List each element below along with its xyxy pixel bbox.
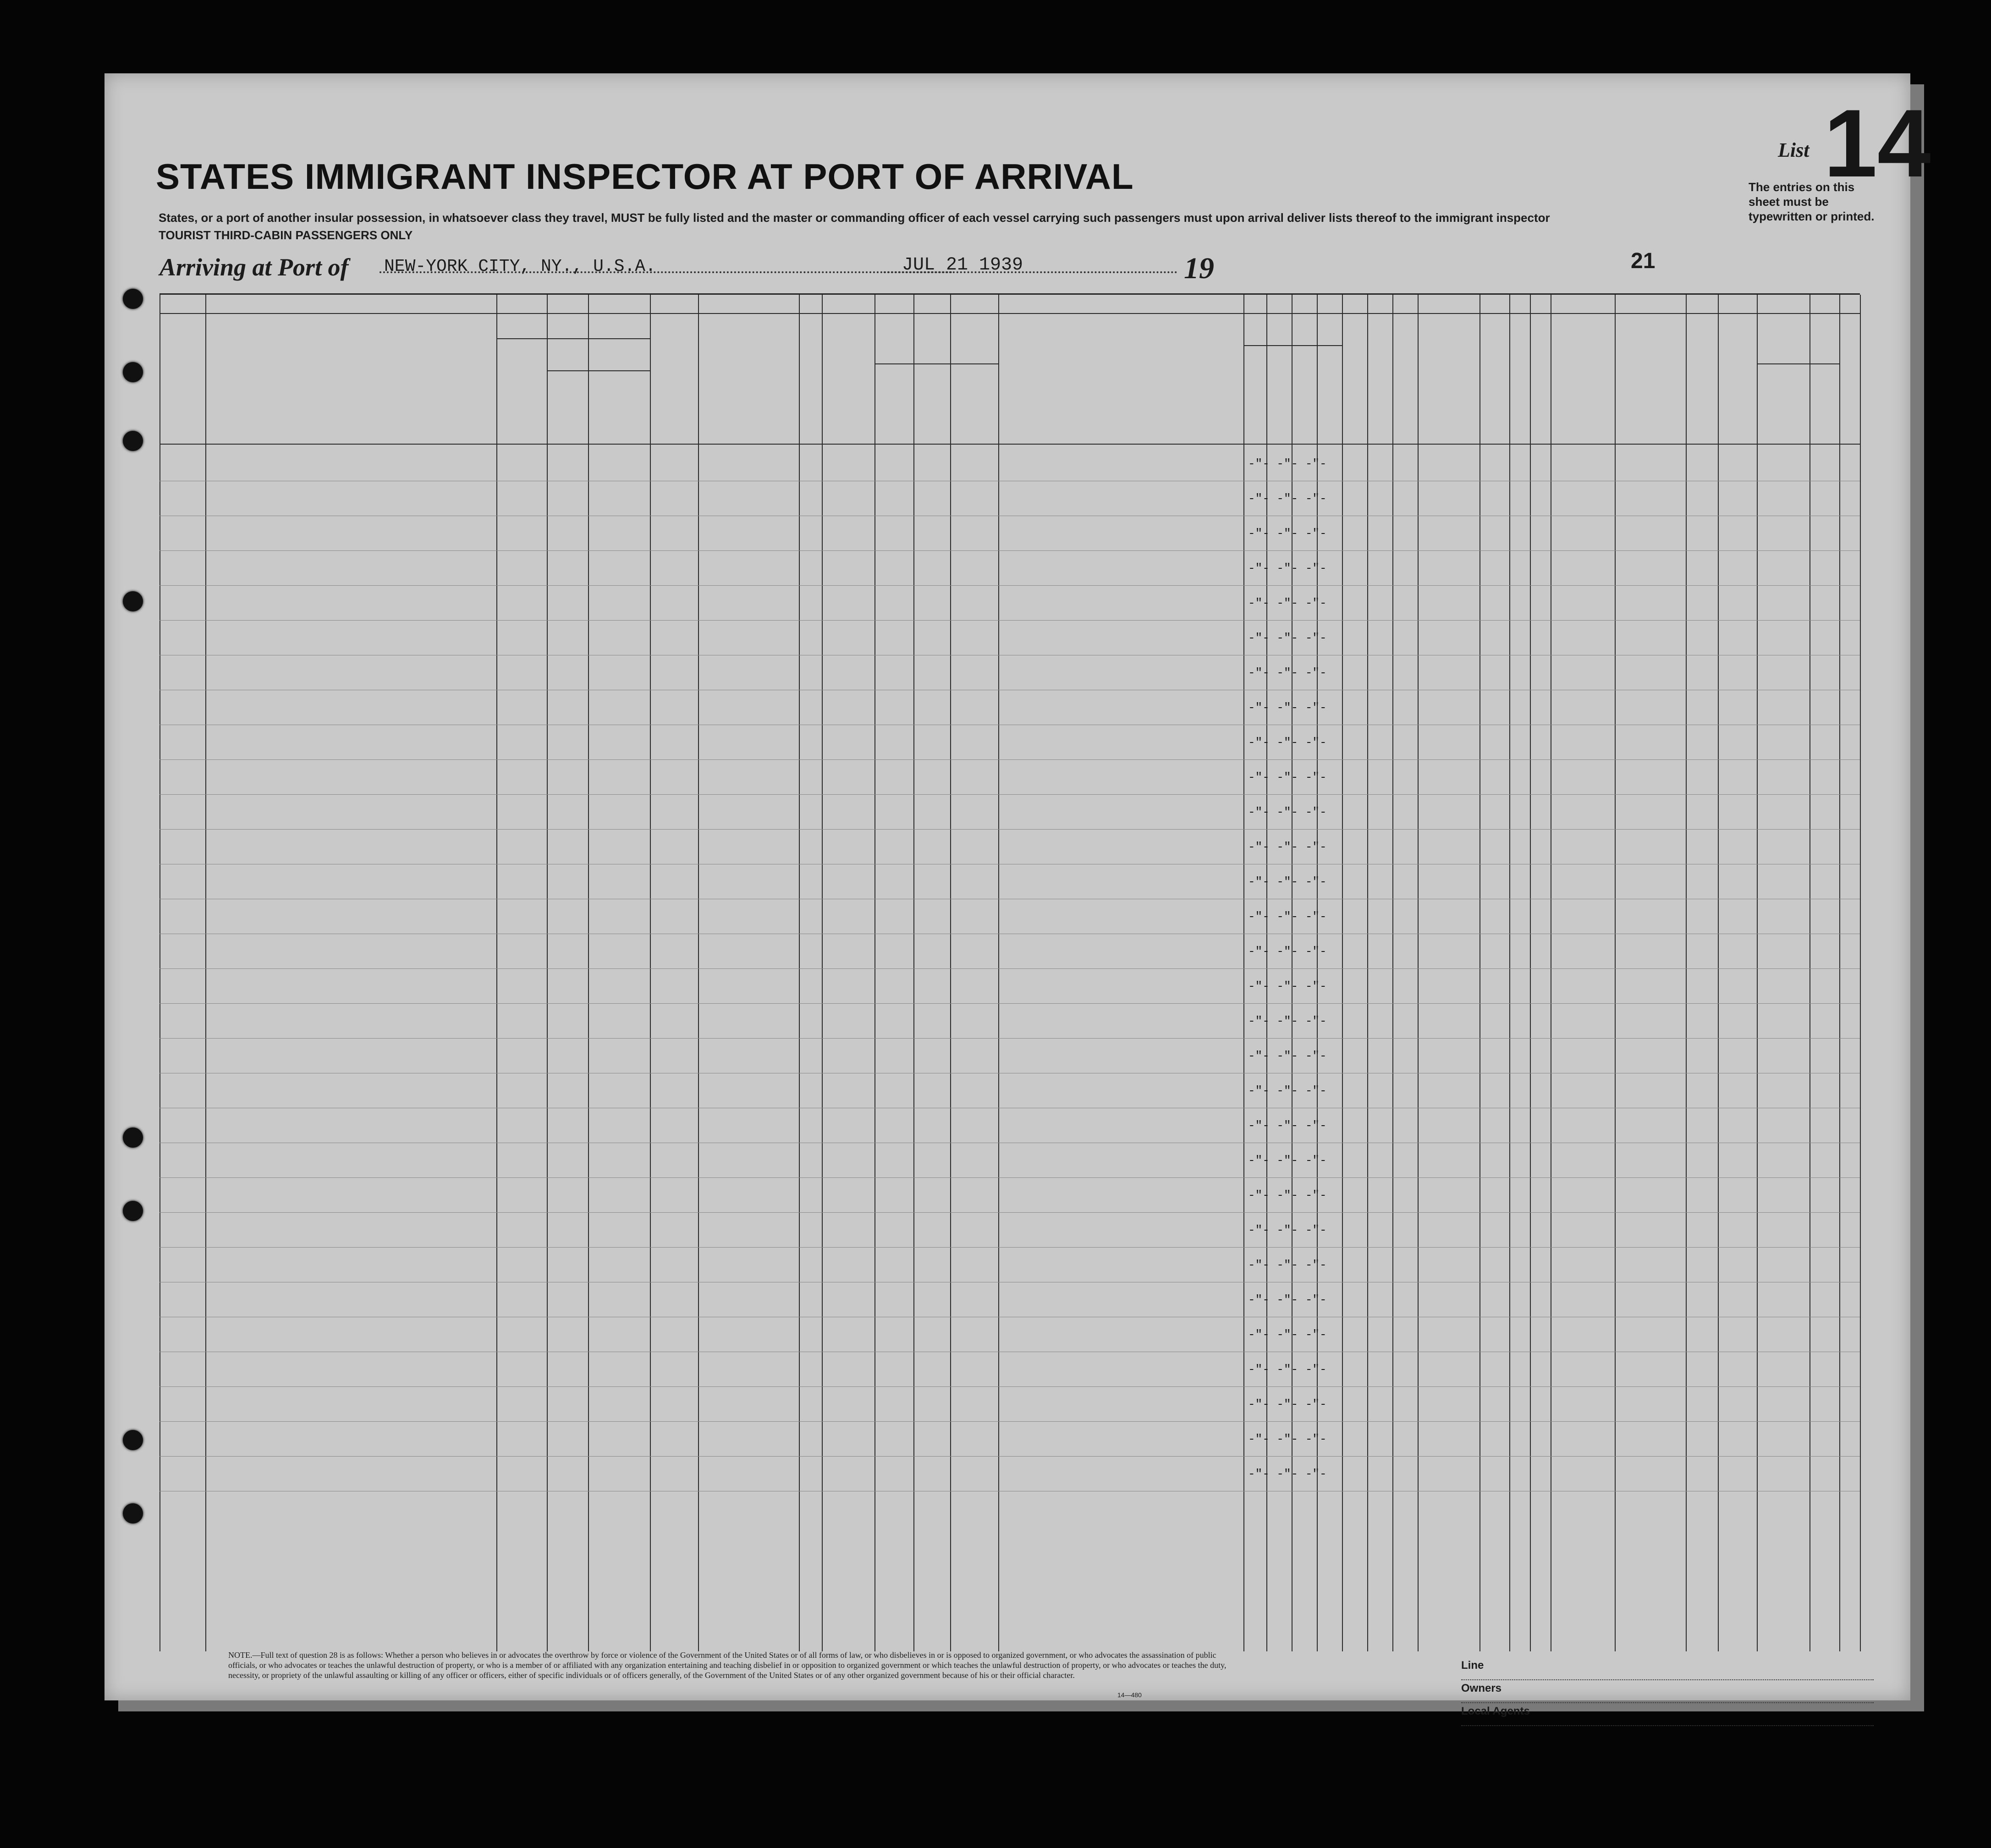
header-c31 [1532,322,1549,437]
purpose: -"- -"- -"- [1248,561,1327,575]
row-rule [160,550,1860,551]
typewritten-note: The entries on this sheet must be typewritten or printed. [1749,180,1875,223]
purpose: -"- -"- -"- [1248,527,1327,540]
column-rule [205,295,206,1651]
row-rule [160,1421,1860,1422]
header-rule [496,338,650,339]
row-rule [160,829,1860,830]
column-rule [1243,295,1244,1651]
row-rule [160,759,1860,760]
row-rule [160,1247,1860,1248]
binder-hole [123,591,143,611]
column-rule [1418,295,1419,1651]
purpose: -"- -"- -"- [1248,1154,1327,1167]
passenger-class: TOURIST THIRD-CABIN PASSENGERS ONLY [159,228,413,242]
column-rule [1509,295,1510,1651]
list-number-block [1642,82,1931,223]
header-prison [1344,322,1364,437]
column-rule [1392,295,1393,1651]
column-rule [1860,295,1861,1651]
purpose: -"- -"- -"- [1248,736,1327,749]
header-purpose-a [1247,347,1264,439]
manifest-sheet [104,73,1931,1717]
column-rule [1615,295,1616,1651]
row-rule [160,1038,1860,1039]
purpose: -"- -"- -"- [1248,910,1327,924]
column-rule [496,295,497,1651]
purpose: -"- -"- -"- [1248,1014,1327,1028]
header-rule [547,370,650,371]
question-28-footnote: NOTE.—Full text of question 28 is as follows: Whether a person who believes in or advocates the overthrow by force or violence of the Government of the United States or of all forms of law, or who disbelieves in or is opposed to organized government, or who advocates the assassination of public officials, or who advocates or teaches the unlawful destruction of property, or who is a member of or affiliated with any organization entertaining and teaching disbelief in or opposition to organized government or which teaches the unlawful destruction of property, or who advocates or teaches the duty, necessity, or propriety of the unlawful assaulting or killing of any officer or officers, either of specific individuals or of officers generally, of the Government of the United States or of any other organized government because of his or their official character. [228,1650,1226,1680]
form-title: STATES IMMIGRANT INSPECTOR AT PORT OF ARRIVAL [156,156,1134,197]
purpose: -"- -"- -"- [1248,979,1327,993]
column-rule [913,295,914,1651]
purpose: -"- -"- -"- [1248,1293,1327,1307]
form-instructions: States, or a port of another insular possession, in whatsoever class they travel, MUST be fully listed and the master or commanding officer of each vessel carrying such passengers must upon arrival deliver lists thereof to the immigrant inspector [159,211,1550,225]
purpose: -"- -"- -"- [1248,875,1327,889]
column-rule [998,295,999,1651]
row-rule [160,1177,1860,1178]
row-rule [160,968,1860,969]
binder-hole [123,431,143,451]
purpose: -"- -"- -"- [1248,666,1327,680]
header-purpose-b [1273,347,1287,439]
row-rule [160,585,1860,586]
arrival-date-stamp: JUL 21 1939 [902,255,1023,275]
list-label: List [1778,139,1810,161]
row-rule [160,794,1860,795]
column-rule [799,295,800,1651]
row-rule [160,1212,1860,1213]
year-suffix: 21 [1631,249,1656,273]
column-rule [822,295,823,1651]
binder-hole [123,362,143,382]
binder-hole [123,1201,143,1221]
manifest-table [160,293,1860,1651]
header-c29 [1483,322,1506,437]
binder-hole [123,1128,143,1148]
purpose: -"- -"- -"- [1248,631,1327,645]
column-rule [650,295,651,1651]
row-rule [160,1003,1860,1004]
row-rule [160,620,1860,621]
header-purpose-c [1297,347,1314,439]
purpose: -"- -"- -"- [1248,492,1327,506]
purpose: -"- -"- -"- [1248,1049,1327,1063]
column-rule [1839,295,1840,1651]
purpose: -"- -"- -"- [1248,1188,1327,1202]
binder-hole [123,1503,143,1524]
purpose: -"- -"- -"- [1248,457,1327,471]
column-rule [1530,295,1531,1651]
header-rule [160,444,1860,445]
line-field: Line [1461,1659,1874,1680]
signature-block [1461,1659,1874,1728]
header-c30 [1512,322,1528,437]
purpose: -"- -"- -"- [1248,945,1327,958]
column-rule [1686,295,1687,1651]
header-rule [874,363,998,364]
purpose: -"- -"- -"- [1248,1467,1327,1481]
column-rule [547,295,548,1651]
row-rule [160,1456,1860,1457]
purpose: -"- -"- -"- [1248,1223,1327,1237]
purpose: -"- -"- -"- [1248,1363,1327,1376]
owners-field: Owners [1461,1682,1874,1703]
header-rule [160,313,1860,314]
purpose: -"- -"- -"- [1248,1397,1327,1411]
header-rule [1243,345,1342,346]
purpose: -"- -"- -"- [1248,770,1327,784]
purpose: -"- -"- -"- [1248,596,1327,610]
purpose: -"- -"- -"- [1248,1119,1327,1133]
arriving-label: Arriving at Port of [160,253,349,281]
column-rule [1718,295,1719,1651]
binder-hole [123,289,143,309]
purpose: -"- -"- -"- [1248,840,1327,854]
column-rule [1367,295,1368,1651]
purpose: -"- -"- -"- [1248,1258,1327,1272]
column-rule [1757,295,1758,1651]
list-number: 14 [1824,89,1931,197]
local-agents-field: Local Agents [1461,1705,1874,1726]
column-rule [950,295,951,1651]
column-rule [1342,295,1343,1651]
port-of-arrival: NEW-YORK CITY, NY., U.S.A. [384,257,656,276]
binder-hole [123,1430,143,1450]
header-rule [1757,363,1839,364]
column-rule [588,295,589,1651]
purpose: -"- -"- -"- [1248,1328,1327,1342]
year-prefix: 19 [1184,252,1214,285]
purpose: -"- -"- -"- [1248,701,1327,715]
purpose: -"- -"- -"- [1248,805,1327,819]
header-c28 [1424,322,1470,437]
purpose: -"- -"- -"- [1248,1432,1327,1446]
form-code: 14—480 [1117,1691,1142,1699]
purpose: -"- -"- -"- [1248,1084,1327,1098]
row-rule [160,1386,1860,1387]
column-rule [874,295,875,1651]
column-rule [698,295,699,1651]
